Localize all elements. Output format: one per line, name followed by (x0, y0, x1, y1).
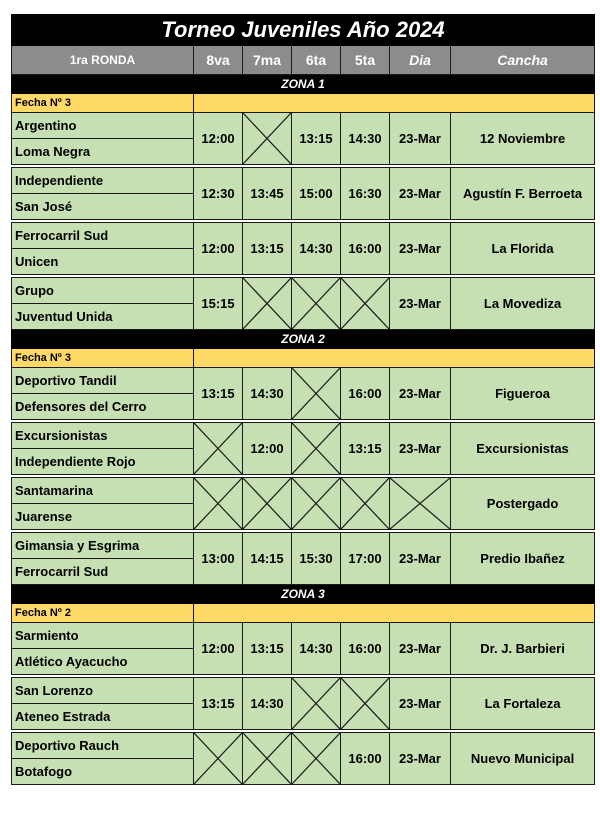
time-5ta: 16:00 (341, 623, 390, 675)
away-team: Ateneo Estrada (12, 704, 194, 730)
home-team: Gimansia y Esgrima (12, 533, 194, 559)
cross-mark-icon (194, 733, 242, 784)
time-7ma: 13:15 (243, 623, 292, 675)
home-team: Deportivo Rauch (12, 733, 194, 759)
time-8va: 13:00 (194, 533, 243, 585)
time-6ta (292, 423, 341, 475)
fecha-blank (194, 604, 595, 623)
fecha-row (12, 94, 595, 113)
time-8va: 12:00 (194, 113, 243, 165)
match-venue: Agustín F. Berroeta (451, 168, 595, 220)
time-6ta: 15:30 (292, 533, 341, 585)
page-title: Torneo Juveniles Año 2024 (12, 15, 595, 46)
cross-mark-icon (292, 478, 340, 529)
time-8va: 13:15 (194, 678, 243, 730)
cross-mark-icon (194, 478, 242, 529)
cross-mark-icon (243, 733, 291, 784)
match-row (12, 478, 595, 504)
time-6ta: 14:30 (292, 223, 341, 275)
match-venue: Predio Ibañez (451, 533, 595, 585)
time-7ma: 13:45 (243, 168, 292, 220)
time-7ma: 14:30 (243, 678, 292, 730)
time-8va: 13:15 (194, 368, 243, 420)
title-row (12, 15, 595, 46)
away-team: Unicen (12, 249, 194, 275)
match-row (12, 423, 595, 449)
zona-title: ZONA 1 (12, 75, 595, 94)
time-5ta: 16:00 (341, 733, 390, 785)
fecha-label: Fecha Nº 3 (12, 94, 194, 113)
time-8va: 12:30 (194, 168, 243, 220)
match-row (12, 533, 595, 559)
match-venue: Dr. J. Barbieri (451, 623, 595, 675)
time-8va: 12:00 (194, 623, 243, 675)
fecha-blank (194, 94, 595, 113)
time-8va (194, 423, 243, 475)
fecha-blank (194, 349, 595, 368)
time-8va: 15:15 (194, 278, 243, 330)
time-7ma: 13:15 (243, 223, 292, 275)
match-day: 23-Mar (390, 223, 451, 275)
header-8va: 8va (194, 46, 243, 75)
match-day: 23-Mar (390, 168, 451, 220)
time-7ma (243, 733, 292, 785)
home-team: Independiente (12, 168, 194, 194)
match-day: 23-Mar (390, 623, 451, 675)
match-day (390, 478, 451, 530)
time-5ta: 16:00 (341, 223, 390, 275)
cross-mark-icon (243, 278, 291, 329)
time-5ta (341, 478, 390, 530)
cross-mark-icon (292, 423, 340, 474)
time-5ta (341, 278, 390, 330)
cross-mark-icon (292, 278, 340, 329)
match-venue: La Florida (451, 223, 595, 275)
home-team: Grupo (12, 278, 194, 304)
away-team: Atlético Ayacucho (12, 649, 194, 675)
zona-title: ZONA 2 (12, 330, 595, 349)
zona-header-row (12, 585, 595, 604)
zona-header-row (12, 75, 595, 94)
time-6ta: 13:15 (292, 113, 341, 165)
away-team: Juventud Unida (12, 304, 194, 330)
match-row (12, 368, 595, 394)
time-7ma (243, 278, 292, 330)
header-6ta: 6ta (292, 46, 341, 75)
time-7ma (243, 113, 292, 165)
time-7ma: 12:00 (243, 423, 292, 475)
time-6ta: 14:30 (292, 623, 341, 675)
time-6ta (292, 678, 341, 730)
time-7ma (243, 478, 292, 530)
time-7ma: 14:30 (243, 368, 292, 420)
home-team: Excursionistas (12, 423, 194, 449)
away-team: Ferrocarril Sud (12, 559, 194, 585)
cross-mark-icon (243, 113, 291, 164)
match-day: 23-Mar (390, 368, 451, 420)
time-5ta: 16:30 (341, 168, 390, 220)
match-venue: La Movediza (451, 278, 595, 330)
cross-mark-icon (390, 478, 450, 529)
header-7ma: 7ma (243, 46, 292, 75)
match-row (12, 168, 595, 194)
home-team: Sarmiento (12, 623, 194, 649)
fecha-label: Fecha Nº 2 (12, 604, 194, 623)
time-5ta: 17:00 (341, 533, 390, 585)
time-7ma: 14:15 (243, 533, 292, 585)
fixture-table (11, 14, 595, 785)
match-venue: Excursionistas (451, 423, 595, 475)
header-row (12, 46, 595, 75)
match-row (12, 678, 595, 704)
away-team: Juarense (12, 504, 194, 530)
cross-mark-icon (292, 368, 340, 419)
match-venue: Nuevo Municipal (451, 733, 595, 785)
header-cancha: Cancha (451, 46, 595, 75)
time-5ta: 13:15 (341, 423, 390, 475)
match-day: 23-Mar (390, 113, 451, 165)
time-8va (194, 733, 243, 785)
cross-mark-icon (243, 478, 291, 529)
match-day: 23-Mar (390, 678, 451, 730)
time-5ta: 14:30 (341, 113, 390, 165)
home-team: Ferrocarril Sud (12, 223, 194, 249)
away-team: Independiente Rojo (12, 449, 194, 475)
time-8va (194, 478, 243, 530)
away-team: Botafogo (12, 759, 194, 785)
match-day: 23-Mar (390, 423, 451, 475)
fecha-row (12, 604, 595, 623)
match-row (12, 623, 595, 649)
match-row (12, 113, 595, 139)
cross-mark-icon (341, 478, 389, 529)
home-team: Argentino (12, 113, 194, 139)
match-venue: 12 Noviembre (451, 113, 595, 165)
match-venue: La Fortaleza (451, 678, 595, 730)
away-team: Loma Negra (12, 139, 194, 165)
cross-mark-icon (341, 278, 389, 329)
zona-header-row (12, 330, 595, 349)
match-day: 23-Mar (390, 733, 451, 785)
cross-mark-icon (341, 678, 389, 729)
time-6ta (292, 733, 341, 785)
match-row (12, 733, 595, 759)
cross-mark-icon (292, 678, 340, 729)
home-team: Deportivo Tandil (12, 368, 194, 394)
home-team: San Lorenzo (12, 678, 194, 704)
away-team: San José (12, 194, 194, 220)
cross-mark-icon (194, 423, 242, 474)
time-8va: 12:00 (194, 223, 243, 275)
zona-title: ZONA 3 (12, 585, 595, 604)
match-row (12, 223, 595, 249)
home-team: Santamarina (12, 478, 194, 504)
away-team: Defensores del Cerro (12, 394, 194, 420)
time-6ta (292, 368, 341, 420)
fecha-label: Fecha Nº 3 (12, 349, 194, 368)
fixture-sheet (11, 14, 594, 785)
match-venue: Postergado (451, 478, 595, 530)
time-5ta: 16:00 (341, 368, 390, 420)
cross-mark-icon (292, 733, 340, 784)
match-row (12, 278, 595, 304)
fecha-row (12, 349, 595, 368)
time-6ta (292, 478, 341, 530)
time-6ta (292, 278, 341, 330)
header-dia: Dia (390, 46, 451, 75)
header-ronda: 1ra RONDA (12, 46, 194, 75)
match-day: 23-Mar (390, 278, 451, 330)
time-6ta: 15:00 (292, 168, 341, 220)
time-5ta (341, 678, 390, 730)
match-day: 23-Mar (390, 533, 451, 585)
header-5ta: 5ta (341, 46, 390, 75)
match-venue: Figueroa (451, 368, 595, 420)
